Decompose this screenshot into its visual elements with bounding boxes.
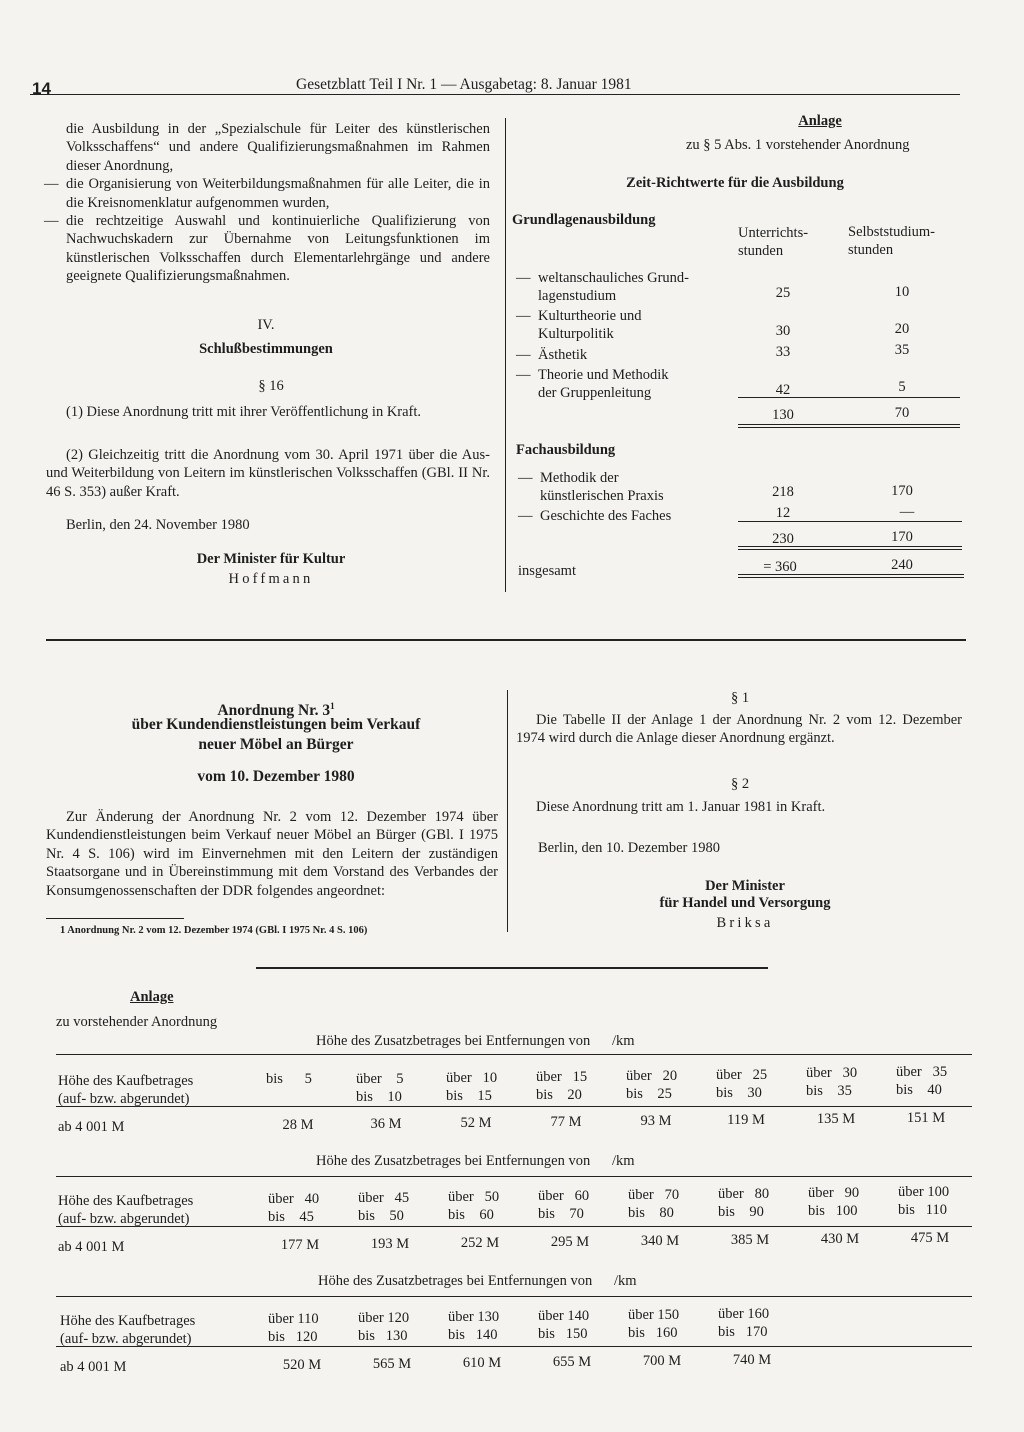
row-label-geschichte: [518, 507, 672, 525]
range-bottom: bis 170: [718, 1324, 768, 1341]
range-top: über 130: [448, 1309, 500, 1325]
value-u-2: 30: [775, 323, 791, 339]
section-separator: [46, 639, 966, 641]
left-bullet-2: [44, 212, 490, 286]
range-top: über 50: [448, 1189, 500, 1205]
table2-mid-rule: [56, 1226, 972, 1227]
table3-heading: Höhe des Zusatzbetrages bei Entfernungen von /km: [318, 1273, 637, 1289]
row-label-text: Kulturtheorie und Kulturpolitik: [538, 308, 642, 343]
range-top: über 70: [628, 1187, 680, 1203]
col-header-unterricht: Unterrichts- stunden: [738, 225, 809, 260]
row-label-weltanschauliches: [516, 269, 689, 306]
value-s-5: 170: [891, 483, 913, 499]
range-bottom: bis 40: [896, 1082, 942, 1099]
table1-top-rule: [56, 1054, 972, 1055]
table3-value-2: 565 M: [372, 1356, 412, 1372]
range-top: über 120: [358, 1310, 410, 1326]
table3-row-label: Höhe des Kaufbetrages (auf- bzw. abgerundet): [60, 1313, 196, 1348]
row-label-text: Theorie und Methodik der Gruppenleitung: [538, 367, 669, 402]
range-bottom: bis 160: [628, 1325, 678, 1342]
table1-value-5: 93 M: [640, 1113, 672, 1129]
table3-range-4: [538, 1307, 618, 1344]
table3-value-5: 700 M: [642, 1353, 682, 1369]
table2-value-3: 252 M: [460, 1235, 500, 1251]
place-date-1: Berlin, den 24. November 1980: [66, 517, 250, 533]
table2-range-7: [808, 1184, 888, 1221]
range-bottom: bis 130: [358, 1328, 408, 1345]
table1-range-3: [446, 1069, 526, 1106]
value-s-2: 20: [894, 321, 910, 337]
range-bottom: bis 15: [446, 1088, 492, 1105]
range-top: über 160: [718, 1306, 770, 1322]
double-rule-3a: [738, 574, 964, 575]
table3-range-2: [358, 1309, 438, 1346]
range-bottom: bis 30: [716, 1085, 762, 1102]
table1-value-3: 52 M: [460, 1115, 492, 1131]
range-bottom: bis 90: [718, 1204, 764, 1221]
minister-name-handel: Briksa: [716, 915, 774, 931]
double-rule-2b: [738, 549, 962, 550]
row-label-theorie: [516, 366, 669, 403]
range-bottom: bis 20: [536, 1087, 582, 1104]
header-rule: [30, 94, 960, 95]
anordnung-date: vom 10. Dezember 1980: [197, 768, 355, 785]
group-grundlagen-heading: Grundlagenausbildung: [512, 212, 656, 228]
anlage-top-subtitle: zu § 5 Abs. 1 vorstehender Anordnung: [686, 137, 910, 153]
row-label-text: Methodik der künstlerischen Praxis: [540, 470, 664, 505]
page-number: 14: [32, 79, 51, 98]
table3-top-rule: [56, 1296, 972, 1297]
range-top: über 40: [268, 1191, 320, 1207]
table3-value-label: ab 4 001 M: [60, 1359, 127, 1375]
anordnung-title-text: Anordnung Nr. 3: [217, 702, 331, 720]
left-intro-paragraph: die Ausbildung in der „Spezialschule für Leiter des künstlerischen Volksschaffens“ und andere Qualifizierungsmaßnahmen im Rahmen dieser Anordnung,: [66, 121, 490, 174]
range-bottom: bis 25: [626, 1086, 672, 1103]
table2-value-6: 385 M: [730, 1232, 770, 1248]
value-s-1: 10: [894, 284, 910, 300]
table1-row-label: Höhe des Kaufbetrages (auf- bzw. abgerundet): [58, 1073, 194, 1108]
table1-range-6: [716, 1066, 796, 1103]
range-bottom: bis 45: [268, 1209, 314, 1226]
table1-value-1: 28 M: [282, 1117, 314, 1133]
double-rule-1b: [738, 427, 960, 428]
footnote-text: 1 Anordnung Nr. 2 vom 12. Dezember 1974 (GBl. I 1975 Nr. 4 S. 106): [60, 925, 368, 936]
row-label-methodik: [518, 469, 664, 506]
table1-value-8: 151 M: [906, 1110, 946, 1126]
dash-mark: —: [516, 308, 531, 324]
table1-value-4: 77 M: [550, 1114, 582, 1130]
group2-sum-s: 170: [891, 529, 913, 545]
clause-2: (2) Gleichzeitig tritt die Anordnung vom 30. April 1971 über die Aus- und Weiterbildung von Leitern im künstlerischen Volksschaffen (GBl. II Nr. 46 S. 353) außer Kraft.: [46, 447, 490, 500]
group1-sum-s: 70: [894, 405, 910, 421]
table2-value-8: 475 M: [910, 1230, 950, 1246]
range-top: über 100: [898, 1184, 950, 1200]
sum-rule-1: [738, 397, 960, 398]
range-top: über 5: [356, 1071, 404, 1087]
double-rule-3b: [738, 577, 964, 578]
table2-value-label: ab 4 001 M: [58, 1239, 125, 1255]
double-rule-1a: [738, 424, 960, 425]
table3-value-3: 610 M: [462, 1355, 502, 1371]
table1-heading: Höhe des Zusatzbetrages bei Entfernungen von /km: [316, 1033, 635, 1049]
row-label-text: Geschichte des Faches: [540, 508, 672, 524]
table2-value-5: 340 M: [640, 1233, 680, 1249]
range-top: über 110: [268, 1311, 319, 1327]
range-bottom: bis 70: [538, 1206, 584, 1223]
page-header-title: Gesetzblatt Teil I Nr. 1 — Ausgabetag: 8. Januar 1981: [296, 76, 632, 93]
table2-range-2: [358, 1189, 438, 1226]
range-bottom: bis 50: [358, 1208, 404, 1225]
left-bullet-1-text: die Organisierung von Weiterbildungsmaßnahmen für alle Leiter, die in die Kreisnomenklatur aufgenommen wurden,: [66, 176, 490, 211]
total-u: = 360: [763, 559, 797, 575]
minister-line1-handel: Der Minister: [705, 878, 785, 894]
minister-line2-handel: für Handel und Versorgung: [659, 895, 831, 911]
range-top: über 15: [536, 1069, 588, 1085]
range-bottom: bis 5: [266, 1071, 312, 1087]
table3-mid-rule: [56, 1346, 972, 1347]
value-s-4: 5: [898, 379, 906, 395]
dash-mark: —: [518, 508, 533, 524]
range-top: über 90: [808, 1185, 860, 1201]
clause-1: (1) Diese Anordnung tritt mit ihrer Veröffentlichung in Kraft.: [66, 404, 422, 420]
paragraph-2-sign: § 2: [730, 776, 750, 792]
left-column: [44, 120, 490, 286]
table3-value-6: 740 M: [732, 1352, 772, 1368]
sum-rule-2: [738, 521, 962, 522]
table1-value-6: 119 M: [727, 1112, 765, 1128]
anordnung-title-line3: neuer Möbel an Bürger: [198, 736, 354, 753]
table2-range-8: [898, 1183, 978, 1220]
table2-heading: Höhe des Zusatzbetrages bei Entfernungen von /km: [316, 1153, 635, 1169]
anlage-top-heading: Zeit-Richtwerte für die Ausbildung: [626, 175, 844, 191]
table2-range-5: [628, 1186, 708, 1223]
table1-value-label: ab 4 001 M: [58, 1119, 125, 1135]
table2-value-4: 295 M: [550, 1234, 590, 1250]
value-u-1: 25: [775, 285, 791, 301]
range-bottom: bis 10: [356, 1089, 402, 1106]
value-s-6: —: [899, 504, 915, 520]
table1-range-5: [626, 1067, 706, 1104]
dash-mark: —: [516, 367, 531, 383]
group2-sum-u: 230: [772, 531, 794, 547]
table1-value-2: 36 M: [370, 1116, 402, 1132]
range-top: über 35: [896, 1064, 948, 1080]
col-header-selbststudium: Selbststudium- stunden: [848, 224, 936, 259]
range-bottom: bis 35: [806, 1083, 852, 1100]
minister-title-kultur: Der Minister für Kultur: [196, 551, 346, 567]
left-bullet-2-text: die rechtzeitige Auswahl und kontinuierliche Qualifizierung von Nachwuchskadern zur Übernahme von Leitungsfunktionen im künstlerischen Volksschaffen durch Elementarlehrgänge und andere geeignete Qualifizierungsmaßnahmen.: [66, 213, 490, 285]
paragraph-2-text: Diese Anordnung tritt am 1. Januar 1981 in Kraft.: [536, 799, 826, 815]
table1-range-8: [896, 1063, 976, 1100]
range-bottom: bis 80: [628, 1205, 674, 1222]
total-s: 240: [891, 557, 913, 573]
row-label-text: Ästhetik: [538, 347, 588, 363]
range-bottom: bis 120: [268, 1329, 318, 1346]
range-top: über 60: [538, 1188, 590, 1204]
anlage-top-title: Anlage: [798, 113, 842, 129]
table3-value-4: 655 M: [552, 1354, 592, 1370]
column-divider-bottom: [507, 690, 508, 932]
dash-mark: —: [516, 347, 531, 363]
value-s-3: 35: [894, 342, 910, 358]
table3-range-1: [268, 1310, 348, 1347]
table2-range-4: [538, 1187, 618, 1224]
range-top: über 30: [806, 1065, 858, 1081]
minister-name-kultur: Hoffmann: [228, 571, 314, 587]
anlage-bottom-title: Anlage: [130, 989, 174, 1005]
section-title: Schlußbestimmungen: [199, 341, 333, 357]
table1-mid-rule: [56, 1106, 972, 1107]
range-bottom: bis 60: [448, 1207, 494, 1224]
table2-row-label: Höhe des Kaufbetrages (auf- bzw. abgerundet): [58, 1193, 194, 1228]
range-bottom: bis 150: [538, 1326, 588, 1343]
dash-mark: —: [44, 213, 59, 230]
value-u-5: 218: [772, 484, 794, 500]
value-u-6: 12: [775, 505, 791, 521]
table2-value-7: 430 M: [820, 1231, 860, 1247]
table1-range-1: [266, 1070, 346, 1088]
anlage-separator: [256, 967, 768, 969]
paragraph-1-sign: § 1: [730, 690, 750, 706]
table3-range-5: [628, 1306, 708, 1343]
table1-range-7: [806, 1064, 886, 1101]
dash-mark: —: [518, 470, 533, 486]
anordnung-intro: Zur Änderung der Anordnung Nr. 2 vom 12. Dezember 1974 über Kundendienstleistungen beim Verkauf neuer Möbel an Bürger (GBl. I 1975 Nr. 4 S. 106) wird im Einvernehmen mit den Leitern der zuständigen Staatsorgane und in Übereinstimmung mit dem Vorstand des Verbandes der Konsumgenossenschaften der DDR folgendes angeordnet:: [46, 809, 498, 899]
dash-mark: —: [44, 176, 59, 193]
table3-range-6: [718, 1305, 798, 1342]
row-label-text: weltanschauliches Grund- lagenstudium: [538, 270, 689, 305]
footnote-mark: 1: [330, 701, 335, 711]
left-bullet-1: [44, 175, 490, 212]
paragraph-16-sign: § 16: [258, 378, 284, 394]
table2-range-1: [268, 1190, 348, 1227]
row-label-kulturtheorie: [516, 307, 642, 344]
table2-range-6: [718, 1185, 798, 1222]
place-date-2: Berlin, den 10. Dezember 1980: [538, 840, 721, 856]
group-fachausbildung-heading: Fachausbildung: [516, 442, 616, 458]
column-divider-top: [505, 118, 506, 592]
range-top: über 80: [718, 1186, 770, 1202]
dash-mark: —: [516, 270, 531, 286]
range-top: über 25: [716, 1067, 768, 1083]
value-u-4: 42: [775, 382, 791, 398]
footnote-rule: [46, 918, 184, 919]
double-rule-2a: [738, 546, 962, 547]
range-bottom: bis 100: [808, 1203, 858, 1220]
section-number: IV.: [257, 317, 275, 333]
range-bottom: bis 110: [898, 1202, 948, 1219]
table2-top-rule: [56, 1176, 972, 1177]
table2-range-3: [448, 1188, 528, 1225]
table1-value-7: 135 M: [816, 1111, 856, 1127]
value-u-3: 33: [775, 344, 791, 360]
anordnung-title-line2: über Kundendienstleistungen beim Verkauf: [131, 716, 421, 733]
table2-value-2: 193 M: [370, 1236, 410, 1252]
range-top: über 45: [358, 1190, 410, 1206]
table3-range-3: [448, 1308, 528, 1345]
range-top: über 150: [628, 1307, 680, 1323]
table2-value-1: 177 M: [280, 1237, 320, 1253]
range-top: über 20: [626, 1068, 678, 1084]
table1-range-2: [356, 1070, 436, 1107]
total-label: insgesamt: [518, 563, 576, 579]
range-top: über 140: [538, 1308, 590, 1324]
range-top: über 10: [446, 1070, 498, 1086]
range-bottom: bis 140: [448, 1327, 498, 1344]
table1-range-4: [536, 1068, 616, 1105]
row-label-aesthetik: [516, 346, 588, 364]
anlage-bottom-subtitle: zu vorstehender Anordnung: [56, 1014, 218, 1030]
group1-sum-u: 130: [772, 407, 794, 423]
paragraph-1-text: Die Tabelle II der Anlage 1 der Anordnung Nr. 2 vom 12. Dezember 1974 wird durch die Anlage dieser Anordnung ergänzt.: [516, 712, 962, 747]
table3-value-1: 520 M: [282, 1357, 322, 1373]
